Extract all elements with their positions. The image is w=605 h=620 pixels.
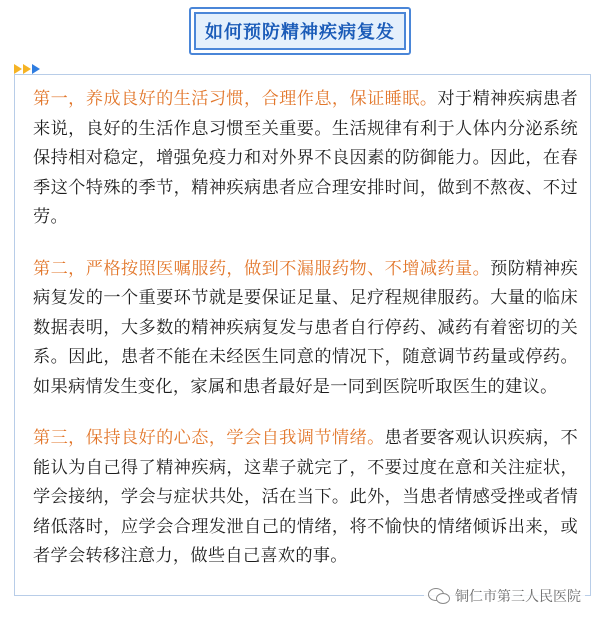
paragraph-lead: 第三，保持良好的心态，学会自我调节情绪。	[33, 428, 385, 448]
paragraph-lead: 第一，养成良好的生活习惯，合理作息，保证睡眠。	[33, 89, 438, 109]
watermark	[424, 584, 585, 608]
paragraph-3	[33, 424, 578, 572]
paragraph-body: 预防精神疾病复发的一个重要环节就是要保证足量、足疗程规律服药。大量的临床数据表明，大多数的精神疾病复发与患者自行停药、减药有着密切的关系。因此，患者不能在未经医生同意的情况下，随意调节药量或停药。如果病情发生变化，家属和患者最好是一同到医院听取医生的建议。	[33, 258, 578, 397]
paragraph-2	[33, 255, 578, 403]
arrow-icon	[14, 64, 22, 74]
arrow-decoration	[14, 64, 40, 74]
watermark-text: 铜仁市第三人民医院	[455, 589, 581, 605]
arrow-icon	[32, 64, 40, 74]
wechat-icon	[428, 588, 450, 604]
paragraph-body: 对于精神疾病患者来说，良好的生活作息习惯至关重要。生活规律有利于人体内分泌系统保持相对稳定，增强免疫力和对外界不良因素的防御能力。因此，在春季这个特殊的季节，精神疾病患者应合理安排时间，做到不熬夜、不过劳。	[33, 89, 578, 227]
paragraph-1	[33, 85, 578, 233]
arrow-icon	[23, 64, 31, 74]
paragraph-lead: 第二，严格按照医嘱服药，做到不漏服药物、不增减药量。	[33, 258, 491, 279]
title-banner	[189, 7, 411, 55]
paragraph-body: 患者要客观认识疾病，不能认为自己得了精神疾病，这辈子就完了，不要过度在意和关注症状，学会接纳，学会与症状共处，活在当下。此外，当患者情感受挫或者情绪低落时，应学会合理发泄自己的情绪，将不愉快的情绪倾诉出来，或者学会转移注意力，做些自己喜欢的事。	[33, 428, 578, 566]
page-title: 如何预防精神疾病复发	[194, 12, 406, 50]
article-content	[14, 74, 591, 596]
